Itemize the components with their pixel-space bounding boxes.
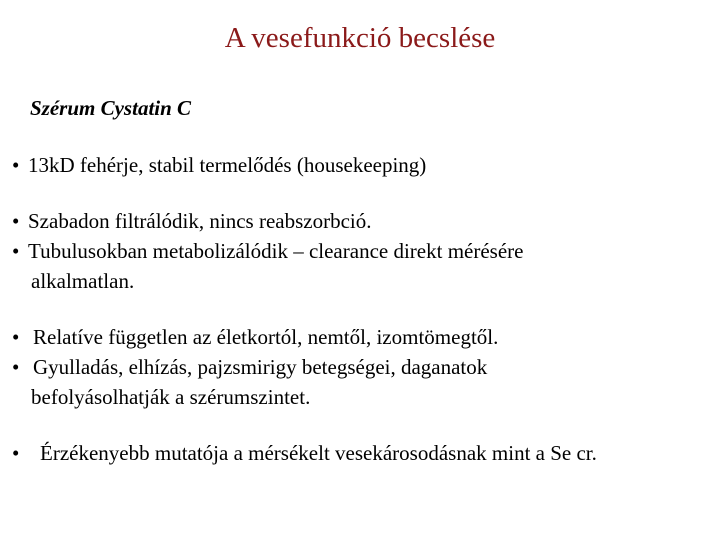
- bullet-line: [12, 438, 597, 468]
- bullet-line: [12, 150, 426, 180]
- bullet-icon: •: [12, 325, 20, 349]
- continuation-line: befolyásolhatják a szérumszintet.: [31, 385, 311, 409]
- bullet-icon: •: [12, 209, 20, 233]
- bullet-text: Szabadon filtrálódik, nincs reabszorbció.: [28, 209, 372, 233]
- bullet-text: Tubulusokban metabolizálódik – clearance direkt mérésére: [28, 239, 524, 263]
- bullet-line: [12, 322, 498, 352]
- bullet-text: Relatíve független az életkortól, nemtől, izomtömegtől.: [33, 325, 499, 349]
- bullet-icon: •: [12, 441, 20, 465]
- bullet-text: Gyulladás, elhízás, pajzsmirigy betegségei, daganatok: [33, 355, 488, 379]
- bullet-line: [12, 236, 523, 266]
- bullet-icon: •: [12, 355, 20, 379]
- bullet-text: 13kD fehérje, stabil termelődés (housekeeping): [28, 153, 427, 177]
- bullet-line: [12, 206, 371, 236]
- slide-title: A vesefunkció becslése: [224, 22, 496, 54]
- bullet-icon: •: [12, 153, 20, 177]
- bullet-line: [12, 352, 487, 382]
- bullet-icon: •: [12, 239, 20, 263]
- continuation-line: alkalmatlan.: [31, 269, 135, 293]
- slide-subtitle: Szérum Cystatin C: [30, 96, 192, 120]
- bullet-text: Érzékenyebb mutatója a mérsékelt vesekárosodásnak mint a Se cr.: [40, 441, 597, 465]
